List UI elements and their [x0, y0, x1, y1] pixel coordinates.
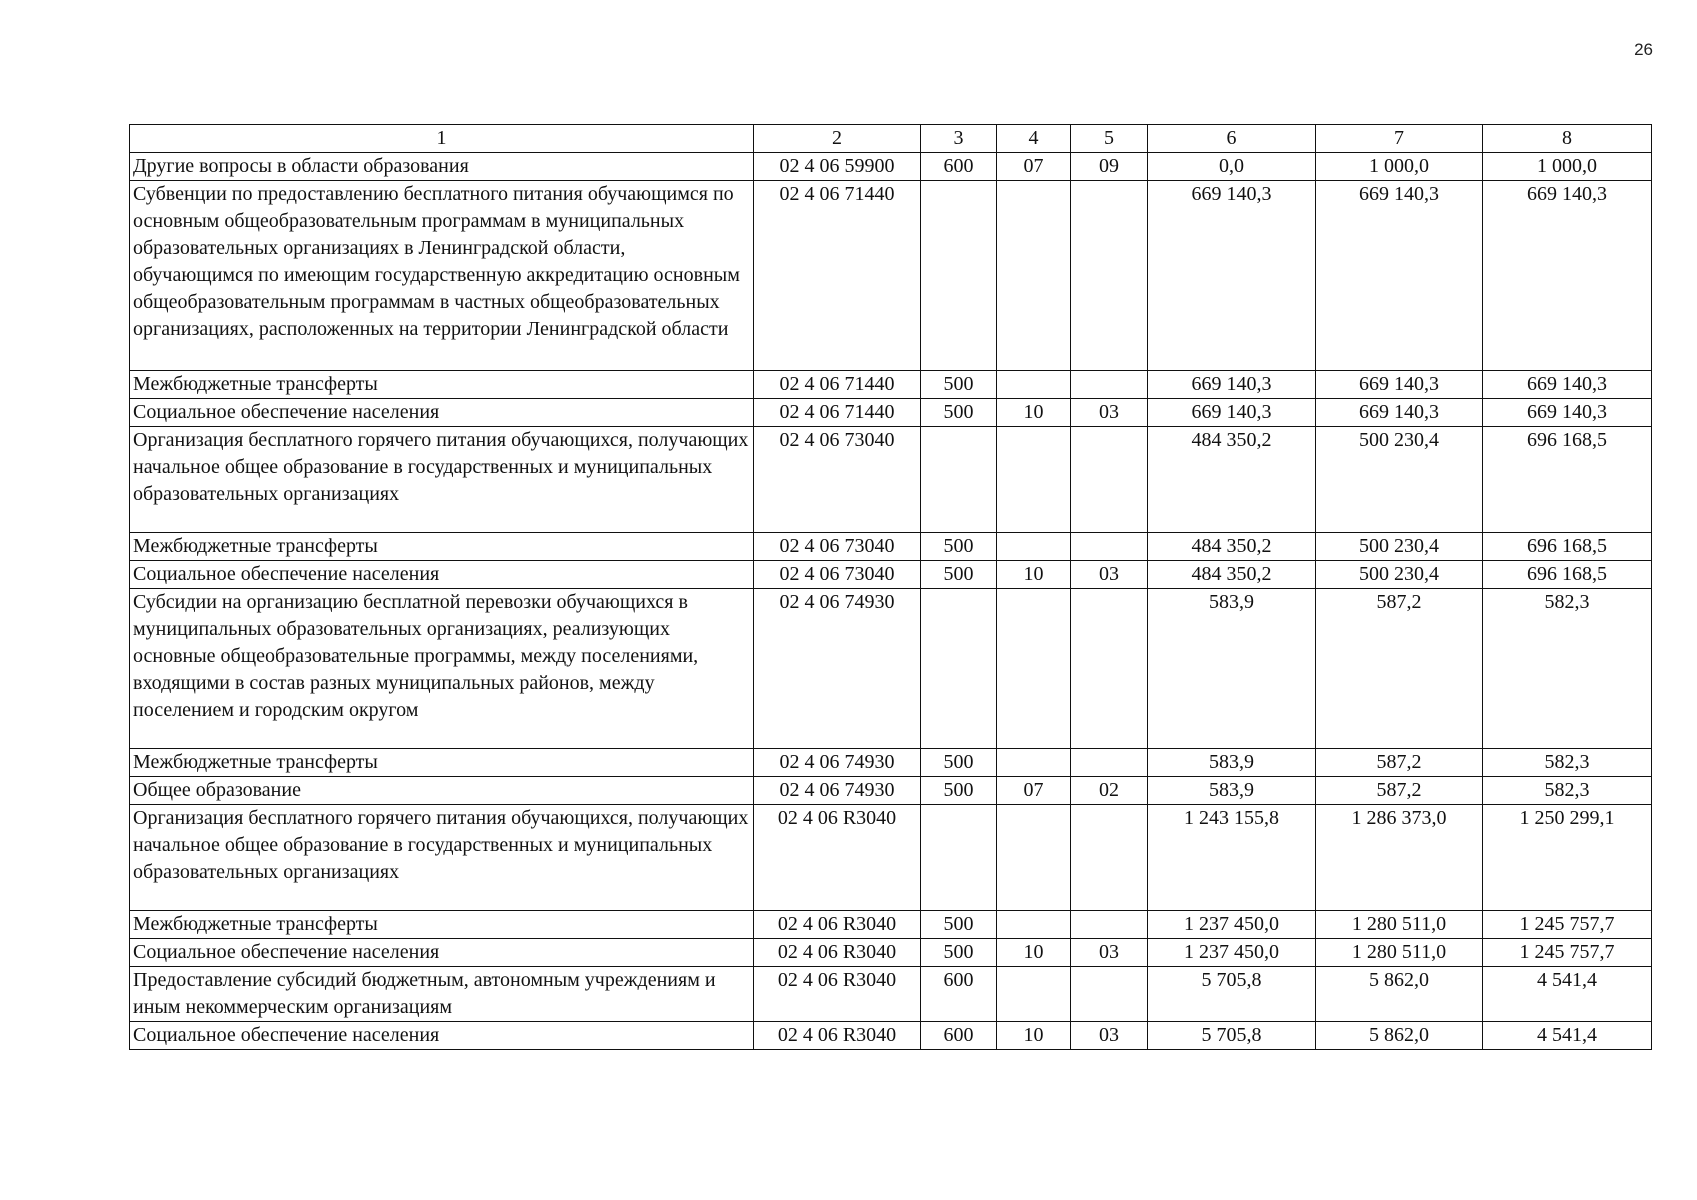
row-name-cell: Субвенции по предоставлению бесплатного питания обучающимся по основным общеобразовательным программам в муниципальных образовательных организациях в Ленинградской области, обучающимся по имеющим государственную аккредитацию основным общеобразовательным программам в частных общеобразовательных организациях, расположенных на территории Ленинградской области	[130, 181, 754, 371]
amount-cell-7: 1 286 373,0	[1316, 805, 1483, 911]
target-code-cell: 02 4 06 R3040	[754, 805, 921, 911]
subsection-cell: 03	[1071, 399, 1148, 427]
section-cell	[997, 533, 1071, 561]
table-row	[130, 749, 1652, 777]
amount-cell-7: 500 230,4	[1316, 533, 1483, 561]
row-name-cell: Межбюджетные трансферты	[130, 371, 754, 399]
amount-cell-7: 669 140,3	[1316, 371, 1483, 399]
row-name-cell: Социальное обеспечение населения	[130, 1022, 754, 1050]
target-code-cell: 02 4 06 74930	[754, 589, 921, 749]
amount-cell-8: 4 541,4	[1483, 967, 1652, 1022]
target-code-cell: 02 4 06 73040	[754, 561, 921, 589]
table-row	[130, 589, 1652, 749]
amount-cell-6: 669 140,3	[1148, 371, 1316, 399]
amount-cell-7: 1 280 511,0	[1316, 939, 1483, 967]
header-cell: 5	[1071, 125, 1148, 153]
amount-cell-6: 484 350,2	[1148, 427, 1316, 533]
section-cell: 10	[997, 939, 1071, 967]
expense-type-cell	[921, 589, 997, 749]
amount-cell-7: 669 140,3	[1316, 399, 1483, 427]
row-name-cell: Другие вопросы в области образования	[130, 153, 754, 181]
target-code-cell: 02 4 06 R3040	[754, 939, 921, 967]
section-cell	[997, 181, 1071, 371]
target-code-cell: 02 4 06 71440	[754, 399, 921, 427]
section-cell: 10	[997, 1022, 1071, 1050]
subsection-cell	[1071, 749, 1148, 777]
amount-cell-8: 582,3	[1483, 589, 1652, 749]
target-code-cell: 02 4 06 73040	[754, 427, 921, 533]
table-row	[130, 939, 1652, 967]
row-name-cell: Предоставление субсидий бюджетным, автономным учреждениям и иным некоммерческим организациям	[130, 967, 754, 1022]
table-row	[130, 371, 1652, 399]
section-cell	[997, 427, 1071, 533]
budget-table	[129, 124, 1652, 1050]
subsection-cell	[1071, 427, 1148, 533]
page-number: 26	[1634, 40, 1653, 59]
expense-type-cell: 600	[921, 1022, 997, 1050]
expense-type-cell: 600	[921, 967, 997, 1022]
amount-cell-6: 0,0	[1148, 153, 1316, 181]
header-row	[130, 125, 1652, 153]
amount-cell-7: 5 862,0	[1316, 1022, 1483, 1050]
amount-cell-6: 669 140,3	[1148, 181, 1316, 371]
table-row	[130, 805, 1652, 911]
amount-cell-6: 5 705,8	[1148, 1022, 1316, 1050]
row-name-cell: Субсидии на организацию бесплатной перевозки обучающихся в муниципальных образовательных организациях, реализующих основные общеобразовательные программы, между поселениями, входящими в состав разных муниципальных районов, между поселением и городским округом	[130, 589, 754, 749]
subsection-cell	[1071, 371, 1148, 399]
amount-cell-6: 484 350,2	[1148, 561, 1316, 589]
amount-cell-7: 587,2	[1316, 777, 1483, 805]
amount-cell-6: 583,9	[1148, 749, 1316, 777]
header-cell: 6	[1148, 125, 1316, 153]
target-code-cell: 02 4 06 R3040	[754, 1022, 921, 1050]
table-row	[130, 777, 1652, 805]
subsection-cell	[1071, 181, 1148, 371]
amount-cell-8: 1 245 757,7	[1483, 911, 1652, 939]
target-code-cell: 02 4 06 71440	[754, 371, 921, 399]
section-cell	[997, 967, 1071, 1022]
expense-type-cell: 500	[921, 399, 997, 427]
subsection-cell	[1071, 805, 1148, 911]
section-cell	[997, 805, 1071, 911]
target-code-cell: 02 4 06 71440	[754, 181, 921, 371]
expense-type-cell: 500	[921, 749, 997, 777]
target-code-cell: 02 4 06 74930	[754, 749, 921, 777]
subsection-cell: 02	[1071, 777, 1148, 805]
amount-cell-6: 1 237 450,0	[1148, 939, 1316, 967]
row-name-cell: Межбюджетные трансферты	[130, 911, 754, 939]
amount-cell-7: 500 230,4	[1316, 427, 1483, 533]
subsection-cell	[1071, 589, 1148, 749]
table-row	[130, 561, 1652, 589]
amount-cell-8: 582,3	[1483, 777, 1652, 805]
amount-cell-6: 669 140,3	[1148, 399, 1316, 427]
expense-type-cell: 500	[921, 533, 997, 561]
amount-cell-7: 1 280 511,0	[1316, 911, 1483, 939]
amount-cell-8: 669 140,3	[1483, 399, 1652, 427]
target-code-cell: 02 4 06 59900	[754, 153, 921, 181]
expense-type-cell: 600	[921, 153, 997, 181]
row-name-cell: Социальное обеспечение населения	[130, 561, 754, 589]
table-row	[130, 399, 1652, 427]
expense-type-cell	[921, 805, 997, 911]
amount-cell-7: 669 140,3	[1316, 181, 1483, 371]
expense-type-cell: 500	[921, 371, 997, 399]
table-row	[130, 911, 1652, 939]
subsection-cell	[1071, 533, 1148, 561]
table-row	[130, 181, 1652, 371]
target-code-cell: 02 4 06 73040	[754, 533, 921, 561]
row-name-cell: Общее образование	[130, 777, 754, 805]
amount-cell-7: 587,2	[1316, 749, 1483, 777]
expense-type-cell: 500	[921, 939, 997, 967]
expense-type-cell	[921, 427, 997, 533]
amount-cell-8: 1 000,0	[1483, 153, 1652, 181]
header-cell: 1	[130, 125, 754, 153]
section-cell: 07	[997, 153, 1071, 181]
expense-type-cell	[921, 181, 997, 371]
section-cell: 07	[997, 777, 1071, 805]
amount-cell-6: 583,9	[1148, 777, 1316, 805]
amount-cell-6: 484 350,2	[1148, 533, 1316, 561]
amount-cell-8: 1 245 757,7	[1483, 939, 1652, 967]
amount-cell-8: 669 140,3	[1483, 181, 1652, 371]
amount-cell-6: 1 237 450,0	[1148, 911, 1316, 939]
row-name-cell: Социальное обеспечение населения	[130, 399, 754, 427]
subsection-cell: 03	[1071, 939, 1148, 967]
amount-cell-8: 696 168,5	[1483, 561, 1652, 589]
amount-cell-7: 1 000,0	[1316, 153, 1483, 181]
amount-cell-7: 587,2	[1316, 589, 1483, 749]
section-cell	[997, 589, 1071, 749]
amount-cell-7: 5 862,0	[1316, 967, 1483, 1022]
header-cell: 8	[1483, 125, 1652, 153]
subsection-cell: 03	[1071, 561, 1148, 589]
table-row	[130, 427, 1652, 533]
section-cell	[997, 371, 1071, 399]
header-cell: 2	[754, 125, 921, 153]
section-cell: 10	[997, 399, 1071, 427]
amount-cell-6: 1 243 155,8	[1148, 805, 1316, 911]
row-name-cell: Межбюджетные трансферты	[130, 749, 754, 777]
amount-cell-8: 696 168,5	[1483, 427, 1652, 533]
table-row	[130, 1022, 1652, 1050]
amount-cell-8: 669 140,3	[1483, 371, 1652, 399]
amount-cell-8: 582,3	[1483, 749, 1652, 777]
section-cell	[997, 911, 1071, 939]
expense-type-cell: 500	[921, 911, 997, 939]
header-cell: 3	[921, 125, 997, 153]
row-name-cell: Организация бесплатного горячего питания обучающихся, получающих начальное общее образование в государственных и муниципальных образовательных организациях	[130, 805, 754, 911]
subsection-cell	[1071, 967, 1148, 1022]
header-cell: 7	[1316, 125, 1483, 153]
target-code-cell: 02 4 06 R3040	[754, 911, 921, 939]
amount-cell-8: 4 541,4	[1483, 1022, 1652, 1050]
subsection-cell: 03	[1071, 1022, 1148, 1050]
table-row	[130, 967, 1652, 1022]
amount-cell-8: 1 250 299,1	[1483, 805, 1652, 911]
subsection-cell: 09	[1071, 153, 1148, 181]
expense-type-cell: 500	[921, 561, 997, 589]
table-row	[130, 533, 1652, 561]
table-row	[130, 153, 1652, 181]
row-name-cell: Межбюджетные трансферты	[130, 533, 754, 561]
header-cell: 4	[997, 125, 1071, 153]
subsection-cell	[1071, 911, 1148, 939]
target-code-cell: 02 4 06 74930	[754, 777, 921, 805]
target-code-cell: 02 4 06 R3040	[754, 967, 921, 1022]
amount-cell-6: 583,9	[1148, 589, 1316, 749]
amount-cell-6: 5 705,8	[1148, 967, 1316, 1022]
row-name-cell: Социальное обеспечение населения	[130, 939, 754, 967]
section-cell	[997, 749, 1071, 777]
section-cell: 10	[997, 561, 1071, 589]
amount-cell-8: 696 168,5	[1483, 533, 1652, 561]
row-name-cell: Организация бесплатного горячего питания обучающихся, получающих начальное общее образование в государственных и муниципальных образовательных организациях	[130, 427, 754, 533]
expense-type-cell: 500	[921, 777, 997, 805]
amount-cell-7: 500 230,4	[1316, 561, 1483, 589]
